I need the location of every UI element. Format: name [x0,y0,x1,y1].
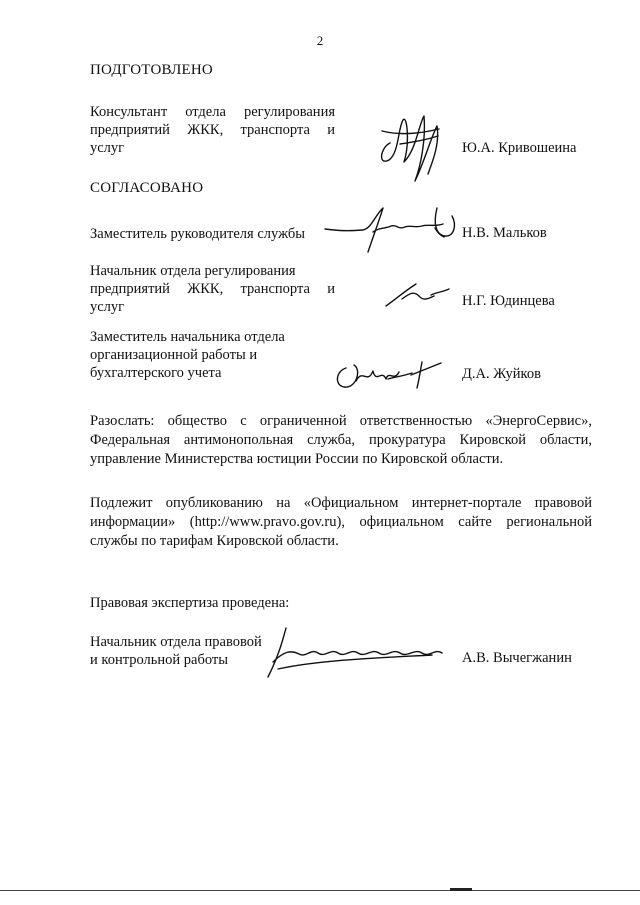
legal-head-position-line-1: Начальник отдела правовой [90,634,262,650]
consultant-name: Ю.А. Кривошеина [462,140,577,156]
regulation-head-position-line-2: предприятий ЖКК, транспорта и [90,281,335,297]
prepared-heading: ПОДГОТОВЛЕНО [90,62,213,78]
org-deputy-position-line-2: организационной работы и [90,347,258,363]
legal-head-position-line-2: и контрольной работы [90,652,228,668]
consultant-position-line-1: Консультант отдела регулирования [90,104,335,120]
page-bottom-rule [0,890,640,891]
legal-head-name: А.В. Вычегжанин [462,650,572,666]
distribution-paragraph: Разослать: общество с ограниченной ответственностью «ЭнергоСервис», Федеральная антимонопольная служба, прокуратура Кировской области, управление Министерства юстиции России по Кировской области. [90,413,592,467]
org-deputy-name: Д.А. Жуйков [462,366,541,382]
org-deputy-position-line-1: Заместитель начальника отдела [90,329,285,345]
legal-head-signature [258,624,458,682]
consultant-position-line-3: услуг [90,140,125,156]
consultant-position-line-2: предприятий ЖКК, транспорта и [90,122,335,138]
consultant-signature [372,108,452,186]
legal-head-position [90,633,262,669]
regulation-head-name: Н.Г. Юдинцева [462,293,555,309]
deputy-head-position: Заместитель руководителя службы [90,226,306,242]
deputy-head-name: Н.В. Мальков [462,225,547,241]
consultant-position [90,103,335,157]
regulation-head-position-line-1: Начальник отдела регулирования [90,263,296,279]
regulation-head-signature [382,279,452,313]
page-bottom-mark [450,888,472,891]
regulation-head-position-line-3: услуг [90,299,125,315]
deputy-head-signature [315,200,465,258]
org-deputy-position-line-3: бухгалтерского учета [90,365,222,381]
page-number: 2 [316,33,324,48]
legal-review-text: Правовая экспертиза проведена: [90,595,290,611]
agreed-heading: СОГЛАСОВАНО [90,180,204,196]
publication-paragraph: Подлежит опубликованию на «Официальном интернет-портале правовой информации» (http://www.pravo.gov.ru), официальном сайте региональной службы по тарифам Кировской области. [90,495,592,549]
org-deputy-position [90,328,285,382]
regulation-head-position [90,262,335,316]
org-deputy-signature [328,354,453,394]
